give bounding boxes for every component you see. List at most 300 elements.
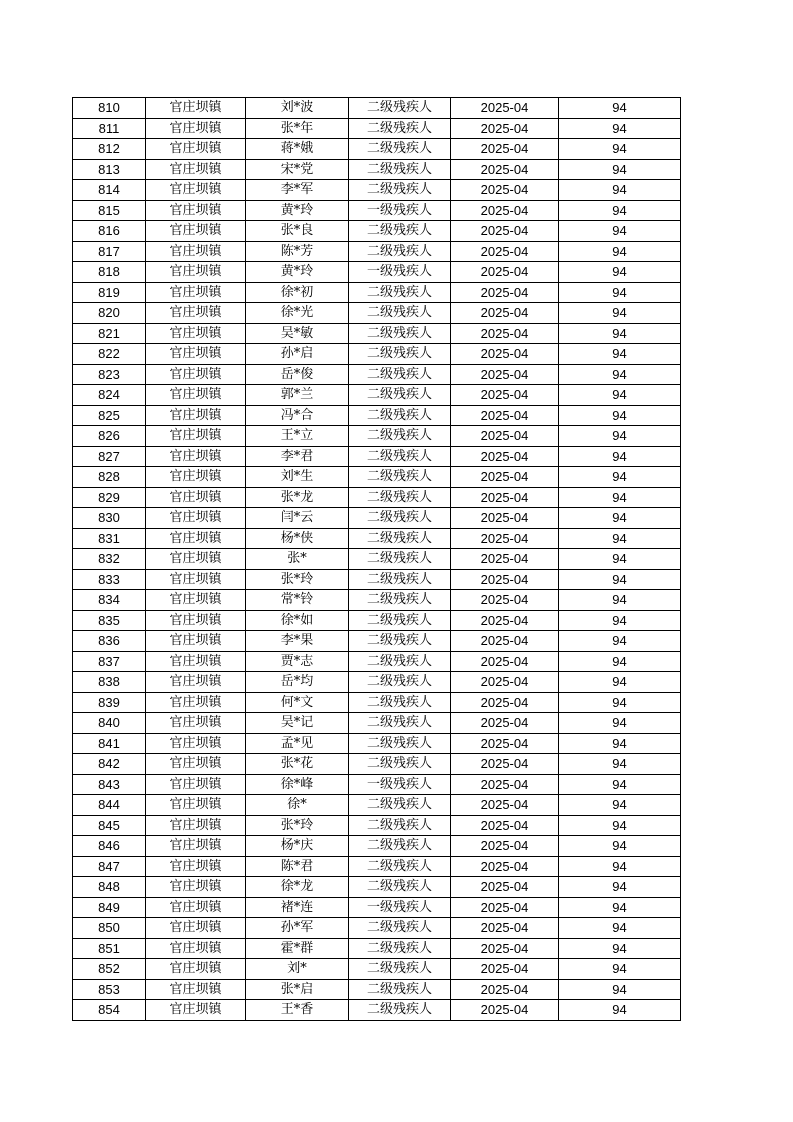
cell-town: 官庄坝镇: [146, 221, 246, 242]
cell-amount: 94: [559, 590, 681, 611]
cell-town: 官庄坝镇: [146, 713, 246, 734]
table-row: [73, 323, 681, 344]
cell-person-name: 岳*均: [246, 672, 349, 693]
cell-disability-level: 一级残疾人: [349, 774, 451, 795]
cell-month: 2025-04: [451, 467, 559, 488]
cell-amount: 94: [559, 98, 681, 119]
table-row: [73, 487, 681, 508]
cell-serial-number: 829: [73, 487, 146, 508]
cell-disability-level: 二级残疾人: [349, 385, 451, 406]
cell-month: 2025-04: [451, 815, 559, 836]
cell-person-name: 张*玲: [246, 569, 349, 590]
cell-person-name: 杨*侠: [246, 528, 349, 549]
cell-month: 2025-04: [451, 385, 559, 406]
table-row: [73, 446, 681, 467]
cell-amount: 94: [559, 364, 681, 385]
table-row: [73, 631, 681, 652]
table-row: [73, 98, 681, 119]
cell-person-name: 蒋*娥: [246, 139, 349, 160]
cell-town: 官庄坝镇: [146, 733, 246, 754]
cell-amount: 94: [559, 795, 681, 816]
cell-disability-level: 二级残疾人: [349, 938, 451, 959]
cell-person-name: 张*玲: [246, 815, 349, 836]
cell-disability-level: 二级残疾人: [349, 98, 451, 119]
cell-amount: 94: [559, 979, 681, 1000]
cell-serial-number: 827: [73, 446, 146, 467]
cell-town: 官庄坝镇: [146, 631, 246, 652]
cell-month: 2025-04: [451, 446, 559, 467]
cell-amount: 94: [559, 241, 681, 262]
cell-town: 官庄坝镇: [146, 364, 246, 385]
cell-amount: 94: [559, 508, 681, 529]
table-row: [73, 938, 681, 959]
cell-serial-number: 840: [73, 713, 146, 734]
cell-serial-number: 846: [73, 836, 146, 857]
cell-disability-level: 二级残疾人: [349, 918, 451, 939]
cell-serial-number: 826: [73, 426, 146, 447]
cell-serial-number: 823: [73, 364, 146, 385]
cell-disability-level: 二级残疾人: [349, 815, 451, 836]
cell-month: 2025-04: [451, 672, 559, 693]
cell-town: 官庄坝镇: [146, 180, 246, 201]
cell-amount: 94: [559, 774, 681, 795]
cell-serial-number: 834: [73, 590, 146, 611]
table-row: [73, 549, 681, 570]
table-row: [73, 754, 681, 775]
cell-town: 官庄坝镇: [146, 938, 246, 959]
cell-town: 官庄坝镇: [146, 118, 246, 139]
cell-month: 2025-04: [451, 938, 559, 959]
cell-disability-level: 二级残疾人: [349, 795, 451, 816]
cell-person-name: 霍*群: [246, 938, 349, 959]
cell-amount: 94: [559, 856, 681, 877]
cell-serial-number: 838: [73, 672, 146, 693]
cell-town: 官庄坝镇: [146, 262, 246, 283]
cell-amount: 94: [559, 159, 681, 180]
cell-town: 官庄坝镇: [146, 836, 246, 857]
cell-month: 2025-04: [451, 262, 559, 283]
cell-town: 官庄坝镇: [146, 508, 246, 529]
cell-month: 2025-04: [451, 713, 559, 734]
cell-month: 2025-04: [451, 590, 559, 611]
cell-person-name: 孙*启: [246, 344, 349, 365]
cell-town: 官庄坝镇: [146, 426, 246, 447]
cell-town: 官庄坝镇: [146, 405, 246, 426]
cell-town: 官庄坝镇: [146, 241, 246, 262]
cell-person-name: 岳*俊: [246, 364, 349, 385]
table-row: [73, 610, 681, 631]
cell-amount: 94: [559, 139, 681, 160]
cell-person-name: 孟*见: [246, 733, 349, 754]
cell-person-name: 徐*光: [246, 303, 349, 324]
cell-month: 2025-04: [451, 200, 559, 221]
table-row: [73, 221, 681, 242]
cell-disability-level: 一级残疾人: [349, 200, 451, 221]
cell-amount: 94: [559, 180, 681, 201]
cell-amount: 94: [559, 713, 681, 734]
cell-town: 官庄坝镇: [146, 569, 246, 590]
cell-disability-level: 一级残疾人: [349, 897, 451, 918]
table-row: [73, 364, 681, 385]
cell-serial-number: 852: [73, 959, 146, 980]
cell-serial-number: 810: [73, 98, 146, 119]
cell-disability-level: 二级残疾人: [349, 672, 451, 693]
cell-month: 2025-04: [451, 487, 559, 508]
table-row: [73, 836, 681, 857]
cell-disability-level: 二级残疾人: [349, 446, 451, 467]
cell-month: 2025-04: [451, 918, 559, 939]
cell-amount: 94: [559, 754, 681, 775]
cell-person-name: 何*文: [246, 692, 349, 713]
cell-month: 2025-04: [451, 569, 559, 590]
cell-amount: 94: [559, 651, 681, 672]
cell-serial-number: 833: [73, 569, 146, 590]
table-row: [73, 426, 681, 447]
cell-amount: 94: [559, 549, 681, 570]
roster-table-body: [73, 98, 681, 1021]
cell-town: 官庄坝镇: [146, 856, 246, 877]
table-row: [73, 180, 681, 201]
cell-serial-number: 848: [73, 877, 146, 898]
cell-person-name: 李*君: [246, 446, 349, 467]
cell-disability-level: 二级残疾人: [349, 692, 451, 713]
cell-serial-number: 812: [73, 139, 146, 160]
cell-amount: 94: [559, 610, 681, 631]
cell-serial-number: 830: [73, 508, 146, 529]
cell-serial-number: 841: [73, 733, 146, 754]
cell-disability-level: 二级残疾人: [349, 282, 451, 303]
cell-person-name: 常*铃: [246, 590, 349, 611]
cell-month: 2025-04: [451, 897, 559, 918]
cell-town: 官庄坝镇: [146, 979, 246, 1000]
cell-amount: 94: [559, 487, 681, 508]
cell-town: 官庄坝镇: [146, 159, 246, 180]
cell-person-name: 吴*记: [246, 713, 349, 734]
cell-serial-number: 839: [73, 692, 146, 713]
cell-serial-number: 854: [73, 1000, 146, 1021]
cell-town: 官庄坝镇: [146, 139, 246, 160]
cell-month: 2025-04: [451, 692, 559, 713]
cell-town: 官庄坝镇: [146, 487, 246, 508]
cell-disability-level: 二级残疾人: [349, 344, 451, 365]
cell-amount: 94: [559, 938, 681, 959]
table-row: [73, 344, 681, 365]
table-row: [73, 139, 681, 160]
cell-person-name: 徐*如: [246, 610, 349, 631]
cell-month: 2025-04: [451, 118, 559, 139]
cell-month: 2025-04: [451, 405, 559, 426]
cell-amount: 94: [559, 303, 681, 324]
cell-person-name: 黄*玲: [246, 262, 349, 283]
cell-serial-number: 837: [73, 651, 146, 672]
cell-serial-number: 818: [73, 262, 146, 283]
cell-town: 官庄坝镇: [146, 897, 246, 918]
cell-disability-level: 二级残疾人: [349, 754, 451, 775]
table-row: [73, 200, 681, 221]
cell-month: 2025-04: [451, 959, 559, 980]
table-row: [73, 959, 681, 980]
cell-disability-level: 二级残疾人: [349, 487, 451, 508]
cell-serial-number: 853: [73, 979, 146, 1000]
cell-month: 2025-04: [451, 877, 559, 898]
cell-person-name: 徐*龙: [246, 877, 349, 898]
table-row: [73, 385, 681, 406]
cell-month: 2025-04: [451, 733, 559, 754]
cell-serial-number: 836: [73, 631, 146, 652]
cell-town: 官庄坝镇: [146, 446, 246, 467]
cell-serial-number: 816: [73, 221, 146, 242]
cell-town: 官庄坝镇: [146, 651, 246, 672]
table-row: [73, 672, 681, 693]
table-row: [73, 405, 681, 426]
cell-month: 2025-04: [451, 364, 559, 385]
cell-disability-level: 二级残疾人: [349, 877, 451, 898]
cell-person-name: 张*年: [246, 118, 349, 139]
cell-person-name: 徐*初: [246, 282, 349, 303]
cell-month: 2025-04: [451, 856, 559, 877]
subsidy-roster-table: [72, 97, 681, 1021]
cell-disability-level: 二级残疾人: [349, 959, 451, 980]
table-row: [73, 979, 681, 1000]
cell-amount: 94: [559, 918, 681, 939]
cell-month: 2025-04: [451, 180, 559, 201]
cell-disability-level: 二级残疾人: [349, 651, 451, 672]
cell-town: 官庄坝镇: [146, 590, 246, 611]
cell-serial-number: 850: [73, 918, 146, 939]
cell-serial-number: 842: [73, 754, 146, 775]
cell-amount: 94: [559, 672, 681, 693]
cell-month: 2025-04: [451, 98, 559, 119]
cell-serial-number: 820: [73, 303, 146, 324]
cell-person-name: 张*启: [246, 979, 349, 1000]
cell-person-name: 李*果: [246, 631, 349, 652]
cell-month: 2025-04: [451, 508, 559, 529]
cell-month: 2025-04: [451, 241, 559, 262]
cell-month: 2025-04: [451, 549, 559, 570]
cell-amount: 94: [559, 262, 681, 283]
table-row: [73, 282, 681, 303]
cell-town: 官庄坝镇: [146, 692, 246, 713]
cell-disability-level: 二级残疾人: [349, 528, 451, 549]
cell-town: 官庄坝镇: [146, 528, 246, 549]
cell-month: 2025-04: [451, 631, 559, 652]
cell-amount: 94: [559, 467, 681, 488]
cell-town: 官庄坝镇: [146, 385, 246, 406]
table-row: [73, 918, 681, 939]
cell-amount: 94: [559, 426, 681, 447]
cell-person-name: 郭*兰: [246, 385, 349, 406]
cell-month: 2025-04: [451, 528, 559, 549]
table-row: [73, 241, 681, 262]
cell-town: 官庄坝镇: [146, 959, 246, 980]
cell-serial-number: 824: [73, 385, 146, 406]
cell-month: 2025-04: [451, 774, 559, 795]
cell-amount: 94: [559, 815, 681, 836]
cell-month: 2025-04: [451, 651, 559, 672]
cell-month: 2025-04: [451, 282, 559, 303]
cell-month: 2025-04: [451, 610, 559, 631]
table-row: [73, 303, 681, 324]
table-row: [73, 877, 681, 898]
cell-serial-number: 813: [73, 159, 146, 180]
table-row: [73, 692, 681, 713]
table-row: [73, 713, 681, 734]
cell-town: 官庄坝镇: [146, 610, 246, 631]
cell-serial-number: 831: [73, 528, 146, 549]
table-row: [73, 159, 681, 180]
cell-person-name: 杨*庆: [246, 836, 349, 857]
cell-amount: 94: [559, 344, 681, 365]
cell-person-name: 吴*敏: [246, 323, 349, 344]
table-row: [73, 897, 681, 918]
table-row: [73, 590, 681, 611]
cell-amount: 94: [559, 1000, 681, 1021]
cell-disability-level: 二级残疾人: [349, 118, 451, 139]
cell-town: 官庄坝镇: [146, 774, 246, 795]
cell-amount: 94: [559, 323, 681, 344]
cell-serial-number: 819: [73, 282, 146, 303]
cell-month: 2025-04: [451, 426, 559, 447]
cell-month: 2025-04: [451, 1000, 559, 1021]
cell-disability-level: 二级残疾人: [349, 405, 451, 426]
cell-disability-level: 二级残疾人: [349, 426, 451, 447]
cell-person-name: 王*香: [246, 1000, 349, 1021]
cell-serial-number: 815: [73, 200, 146, 221]
cell-serial-number: 814: [73, 180, 146, 201]
cell-disability-level: 二级残疾人: [349, 364, 451, 385]
cell-person-name: 刘*生: [246, 467, 349, 488]
table-row: [73, 528, 681, 549]
cell-amount: 94: [559, 200, 681, 221]
table-row: [73, 795, 681, 816]
cell-amount: 94: [559, 692, 681, 713]
table-row: [73, 815, 681, 836]
cell-serial-number: 843: [73, 774, 146, 795]
cell-amount: 94: [559, 528, 681, 549]
cell-serial-number: 828: [73, 467, 146, 488]
cell-month: 2025-04: [451, 139, 559, 160]
cell-disability-level: 二级残疾人: [349, 303, 451, 324]
cell-serial-number: 821: [73, 323, 146, 344]
cell-amount: 94: [559, 221, 681, 242]
cell-disability-level: 二级残疾人: [349, 221, 451, 242]
cell-person-name: 冯*合: [246, 405, 349, 426]
cell-town: 官庄坝镇: [146, 549, 246, 570]
cell-town: 官庄坝镇: [146, 815, 246, 836]
cell-month: 2025-04: [451, 795, 559, 816]
cell-month: 2025-04: [451, 303, 559, 324]
cell-town: 官庄坝镇: [146, 467, 246, 488]
cell-person-name: 宋*党: [246, 159, 349, 180]
cell-town: 官庄坝镇: [146, 1000, 246, 1021]
cell-disability-level: 二级残疾人: [349, 733, 451, 754]
cell-person-name: 孙*军: [246, 918, 349, 939]
table-row: [73, 569, 681, 590]
cell-town: 官庄坝镇: [146, 323, 246, 344]
cell-disability-level: 二级残疾人: [349, 836, 451, 857]
cell-month: 2025-04: [451, 979, 559, 1000]
table-row: [73, 467, 681, 488]
table-row: [73, 651, 681, 672]
cell-serial-number: 845: [73, 815, 146, 836]
cell-amount: 94: [559, 569, 681, 590]
table-row: [73, 856, 681, 877]
cell-town: 官庄坝镇: [146, 754, 246, 775]
cell-disability-level: 二级残疾人: [349, 467, 451, 488]
cell-person-name: 刘*波: [246, 98, 349, 119]
cell-disability-level: 二级残疾人: [349, 241, 451, 262]
table-row: [73, 262, 681, 283]
cell-town: 官庄坝镇: [146, 98, 246, 119]
cell-serial-number: 811: [73, 118, 146, 139]
cell-town: 官庄坝镇: [146, 672, 246, 693]
cell-person-name: 黄*玲: [246, 200, 349, 221]
cell-serial-number: 825: [73, 405, 146, 426]
cell-person-name: 陈*芳: [246, 241, 349, 262]
cell-amount: 94: [559, 405, 681, 426]
cell-amount: 94: [559, 385, 681, 406]
cell-disability-level: 二级残疾人: [349, 856, 451, 877]
cell-person-name: 李*军: [246, 180, 349, 201]
cell-disability-level: 二级残疾人: [349, 139, 451, 160]
cell-disability-level: 二级残疾人: [349, 1000, 451, 1021]
cell-person-name: 王*立: [246, 426, 349, 447]
cell-serial-number: 832: [73, 549, 146, 570]
cell-serial-number: 817: [73, 241, 146, 262]
table-row: [73, 774, 681, 795]
cell-month: 2025-04: [451, 159, 559, 180]
cell-town: 官庄坝镇: [146, 282, 246, 303]
cell-amount: 94: [559, 118, 681, 139]
cell-person-name: 陈*君: [246, 856, 349, 877]
table-row: [73, 508, 681, 529]
cell-month: 2025-04: [451, 754, 559, 775]
cell-disability-level: 二级残疾人: [349, 610, 451, 631]
cell-person-name: 徐*: [246, 795, 349, 816]
cell-person-name: 徐*峰: [246, 774, 349, 795]
cell-amount: 94: [559, 282, 681, 303]
cell-amount: 94: [559, 877, 681, 898]
cell-amount: 94: [559, 733, 681, 754]
cell-amount: 94: [559, 631, 681, 652]
cell-disability-level: 一级残疾人: [349, 262, 451, 283]
cell-disability-level: 二级残疾人: [349, 549, 451, 570]
cell-amount: 94: [559, 959, 681, 980]
cell-month: 2025-04: [451, 221, 559, 242]
cell-serial-number: 835: [73, 610, 146, 631]
cell-town: 官庄坝镇: [146, 877, 246, 898]
cell-serial-number: 847: [73, 856, 146, 877]
cell-town: 官庄坝镇: [146, 200, 246, 221]
cell-disability-level: 二级残疾人: [349, 180, 451, 201]
cell-disability-level: 二级残疾人: [349, 590, 451, 611]
cell-disability-level: 二级残疾人: [349, 508, 451, 529]
cell-disability-level: 二级残疾人: [349, 569, 451, 590]
cell-serial-number: 844: [73, 795, 146, 816]
cell-amount: 94: [559, 897, 681, 918]
cell-person-name: 张*良: [246, 221, 349, 242]
cell-town: 官庄坝镇: [146, 303, 246, 324]
cell-disability-level: 二级残疾人: [349, 631, 451, 652]
cell-disability-level: 二级残疾人: [349, 323, 451, 344]
cell-person-name: 贾*志: [246, 651, 349, 672]
cell-person-name: 张*: [246, 549, 349, 570]
cell-serial-number: 822: [73, 344, 146, 365]
cell-disability-level: 二级残疾人: [349, 713, 451, 734]
cell-disability-level: 二级残疾人: [349, 979, 451, 1000]
cell-town: 官庄坝镇: [146, 344, 246, 365]
table-row: [73, 118, 681, 139]
